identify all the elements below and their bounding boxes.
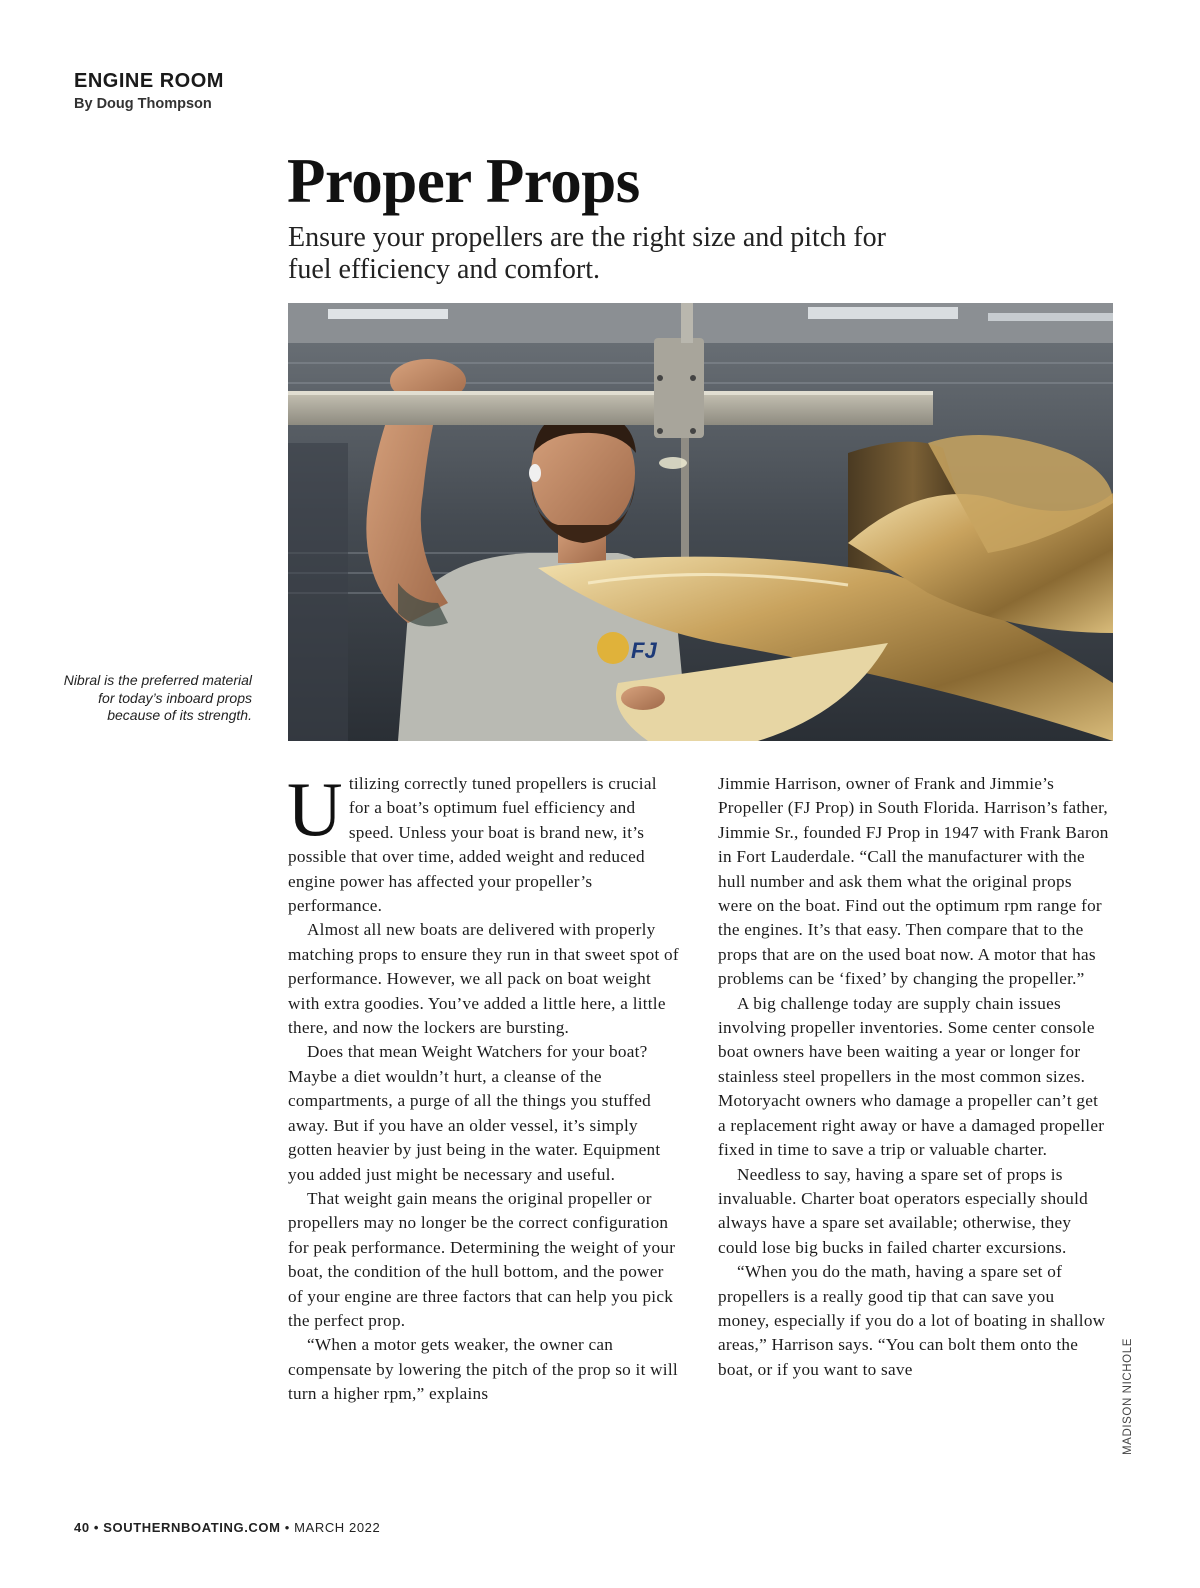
page-number: 40	[74, 1520, 90, 1535]
photo-caption: Nibral is the preferred material for today’s inboard props because of its strength.	[63, 672, 252, 723]
footer-issue: MARCH 2022	[294, 1520, 381, 1535]
article-column-right	[718, 772, 1110, 1382]
dropcap: U	[287, 766, 343, 852]
footer-site: SOUTHERNBOATING.COM	[103, 1520, 281, 1535]
paragraph: Needless to say, having a spare set of props is invaluable. Charter boat operators especially should always have a spare set available; otherwise, they could lose big bucks in failed charter excursions.	[718, 1164, 1089, 1257]
paragraph: “When you do the math, having a spare set of propellers is a really good tip that can save you money, especially if you do a lot of boating in shallow areas,” Harrison says. “You can bolt them onto the boat, or if you want to save	[718, 1262, 1106, 1379]
paragraph-text: tilizing correctly tuned propellers is crucial for a boat’s optimum fuel efficiency and speed. Unless your boat is brand new, it’s possible that over time, added weight and reduced engine power has affected your propeller’s performance.	[288, 774, 657, 916]
page-footer	[74, 1520, 380, 1535]
footer-bullet: •	[284, 1520, 290, 1535]
paragraph	[287, 766, 680, 918]
paragraph: A big challenge today are supply chain issues involving propeller inventories. Some center console boat owners have been waiting a year or longer for stainless steel propellers in the most common sizes. Motoryacht owners who damage a propeller can’t get a replacement right away or have a damaged propeller fixed in time to save a trip or valuable charter.	[718, 993, 1105, 1160]
article-deck: Ensure your propellers are the right size and pitch for fuel efficiency and comfort.	[288, 222, 886, 285]
feature-photo	[288, 303, 1113, 741]
article-column-left	[287, 766, 680, 1407]
article-title: Proper Props	[287, 146, 640, 216]
photo-credit: MADISON NICHOLE	[1122, 1338, 1134, 1455]
paragraph: Almost all new boats are delivered with properly matching props to ensure they run in that sweet spot of performance. However, we all pack on boat weight with extra goodies. You’ve added a little here, a little there, and now the lockers are bursting.	[288, 920, 679, 1038]
section-label: ENGINE ROOM	[74, 70, 224, 92]
propeller-workshop-illustration	[288, 303, 1113, 741]
byline: By Doug Thompson	[74, 96, 212, 112]
paragraph: Does that mean Weight Watchers for your boat? Maybe a diet wouldn’t hurt, a cleanse of the compartments, a purge of all the things you stuffed away. But if you have an older vessel, it’s simply gotten heavier by just being in the water. Equipment you added just might be necessary and useful.	[288, 1042, 661, 1184]
shirt-logo-text: FJ	[631, 638, 657, 663]
footer-bullet: •	[93, 1520, 100, 1535]
paragraph: “When a motor gets weaker, the owner can compensate by lowering the pitch of the prop so it will turn a higher rpm,” explains	[288, 1335, 678, 1404]
paragraph: Jimmie Harrison, owner of Frank and Jimmie’s Propeller (FJ Prop) in South Florida. Harrison’s father, Jimmie Sr., founded FJ Prop in 1947 with Frank Baron in Fort Lauderdale. “Call the manufacturer with the hull number and ask them what the original props were on the boat. Find out the optimum rpm range for the engines. It’s that easy. Then compare that to the props that are on the used boat now. A motor that has problems can be ‘fixed’ by changing the propeller.”	[718, 774, 1109, 989]
paragraph: That weight gain means the original propeller or propellers may no longer be the correct configuration for peak performance. Determining the weight of your boat, the condition of the hull bottom, and the power of your engine are three factors that can help you pick the perfect prop.	[288, 1188, 676, 1330]
